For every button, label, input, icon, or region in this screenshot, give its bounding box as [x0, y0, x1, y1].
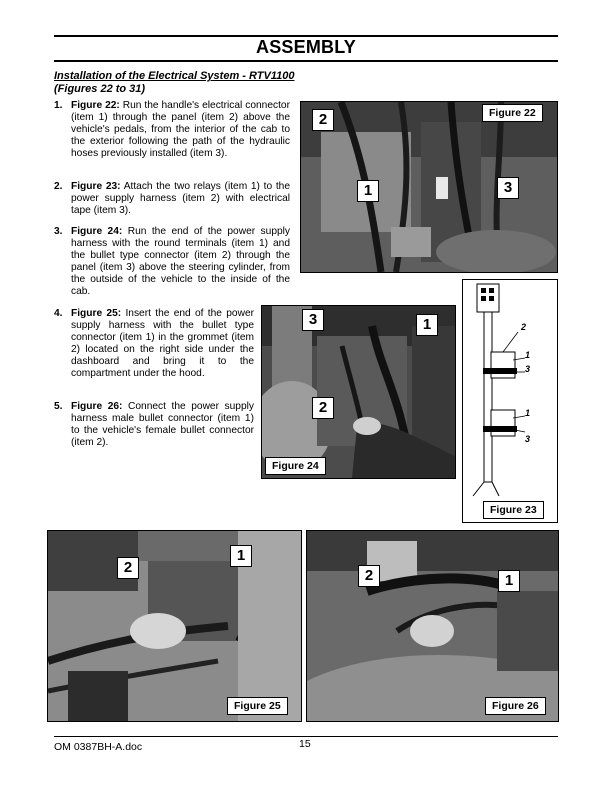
- fig24-callout-2: 2: [312, 397, 334, 419]
- fig25-caption: Figure 25: [227, 697, 288, 715]
- step-5: [54, 401, 254, 449]
- step-text: Insert the end of the power supply harness with the bullet type connector (item 1) in the grommet (item 2) located on the right side under the dashboard and bring it to the compartment under the hood.: [71, 308, 254, 380]
- fig23-caption: Figure 23: [483, 501, 544, 519]
- figure-25-photo: [47, 530, 302, 722]
- fig23-label-1a: 1: [525, 350, 531, 360]
- step-figure-ref: Figure 22:: [71, 100, 120, 111]
- step-number: 3.: [54, 226, 63, 237]
- step-number: 5.: [54, 401, 63, 412]
- step-number: 4.: [54, 308, 63, 319]
- footer-doc-id: OM 0387BH-A.doc: [54, 741, 143, 753]
- fig24-callout-1: 1: [416, 314, 438, 336]
- figure-22-photo: [300, 101, 558, 273]
- page-title: ASSEMBLY: [256, 37, 356, 57]
- step-3: [54, 226, 290, 299]
- step-number: 1.: [54, 100, 63, 111]
- step-text: Connect the power supply harness male bullet connector (item 1) to the vehicle's female bullet connector (item 2).: [71, 401, 254, 449]
- section-heading-sub: (Figures 22 to 31): [54, 83, 146, 95]
- figure-25-image: [48, 531, 301, 721]
- fig23-label-3b: 3: [525, 434, 531, 444]
- step-figure-ref: Figure 26:: [71, 401, 123, 412]
- fig22-callout-2: 2: [312, 109, 334, 131]
- step-1: [54, 100, 290, 160]
- fig23-label-2: 2: [521, 322, 527, 332]
- step-text: Run the handle's electrical connector (item 1) through the panel (item 2) above the vehicle's pedals, from the interior of the cab to the exterior following the path of the hydraulic hoses previously installed (item 3).: [71, 100, 290, 160]
- footer-page-number: 15: [299, 738, 311, 750]
- title-rule: [54, 60, 558, 62]
- fig22-caption: Figure 22: [482, 104, 543, 122]
- step-number: 2.: [54, 181, 63, 192]
- footer-rule: [54, 736, 558, 737]
- fig22-callout-3: 3: [497, 177, 519, 199]
- figure-26-image: [307, 531, 558, 721]
- step-text: Run the end of the power supply harness with the round terminals (item 1) and the bullet type connector (item 2) through the panel (item 3) above the steering cylinder, from the outside of the vehicle to the inside of the cab.: [71, 226, 291, 298]
- figure-23-diagram: [462, 279, 558, 523]
- step-figure-ref: Figure 23:: [71, 181, 121, 192]
- fig25-callout-2: 2: [117, 557, 139, 579]
- fig26-callout-2: 2: [358, 565, 380, 587]
- fig24-callout-3: 3: [302, 309, 324, 331]
- section-heading-main: Installation of the Electrical System - RTV1100: [54, 70, 295, 82]
- figure-26-photo: [306, 530, 559, 722]
- step-4: [54, 308, 254, 381]
- fig25-callout-1: 1: [230, 545, 252, 567]
- step-figure-ref: Figure 24:: [71, 226, 123, 237]
- fig23-label-3a: 3: [525, 364, 531, 374]
- step-figure-ref: Figure 25:: [71, 308, 122, 319]
- fig23-label-1b: 1: [525, 408, 531, 418]
- fig22-callout-1: 1: [357, 180, 379, 202]
- step-2: [54, 181, 290, 217]
- section-heading: [54, 70, 294, 96]
- fig26-caption: Figure 26: [485, 697, 546, 715]
- fig26-callout-1: 1: [498, 570, 520, 592]
- figure-23-image: [463, 280, 557, 522]
- fig24-caption: Figure 24: [265, 457, 326, 475]
- step-text: Attach the two relays (item 1) to the power supply harness (item 2) with electrical tape (item 3).: [71, 181, 290, 217]
